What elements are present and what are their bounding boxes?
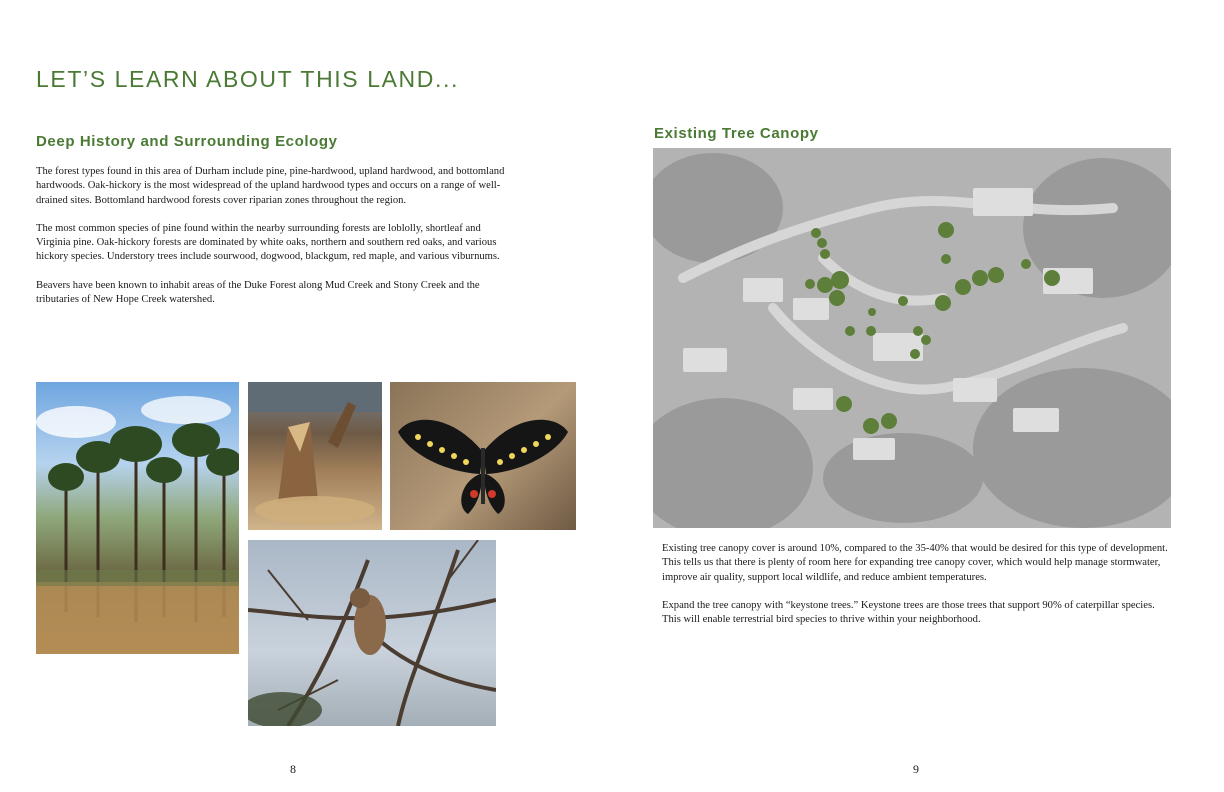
tree-canopy-paragraph-1: Existing tree canopy cover is around 10%, compared to the 35-40% that would be desired for this type of development. This tells us that there is plenty of room here for expanding tree canopy cover, which would help manage stormwater, improve air quality, support local wildlife, and reduce ambient temperatures. [662, 543, 1168, 583]
page-title: LET’S LEARN ABOUT THIS LAND... [36, 66, 459, 92]
ecology-text [36, 165, 506, 321]
tree-canopy-text [662, 542, 1172, 641]
pine-forest-photo [36, 382, 239, 654]
ecology-paragraph-1: The forest types found in this area of Durham include pine, pine-hardwood, upland hardwood, and bottomland hardwoods. Oak-hickory is the most widespread of the upland hardwood types and occurs on a range of well-drained sites. Bottomland hardwood forests cover riparian zones throughout the region. [36, 166, 505, 206]
section-heading-tree-canopy: Existing Tree Canopy [654, 125, 819, 142]
ecology-paragraph-2: The most common species of pine found within the nearby surrounding forests are loblolly, shortleaf and Virginia pine. Oak-hickory forests are dominated by white oaks, northern and southern red oaks, and various hickory species. Understory trees include sourwood, dogwood, blackgum, red maple, and various viburnums. [36, 222, 500, 263]
section-heading-ecology: Deep History and Surrounding Ecology [36, 133, 338, 150]
hawk-photo [248, 540, 496, 726]
tree-canopy-paragraph-2: Expand the tree canopy with “keystone trees.” Keystone trees are those trees that support 90% of caterpillar species. This will enable terrestrial bird species to thrive within your neighborhood. [662, 599, 1155, 626]
beaver-stump-photo [248, 382, 382, 530]
page-number-right: 9 [913, 762, 919, 776]
page-number-left: 8 [290, 762, 296, 776]
swallowtail-butterfly-photo [390, 382, 576, 530]
ecology-paragraph-3: Beavers have been known to inhabit areas of the Duke Forest along Mud Creek and Stony Creek and the tributaries of New Hope Creek watershed. [36, 279, 480, 306]
tree-canopy-aerial-map [653, 148, 1171, 528]
